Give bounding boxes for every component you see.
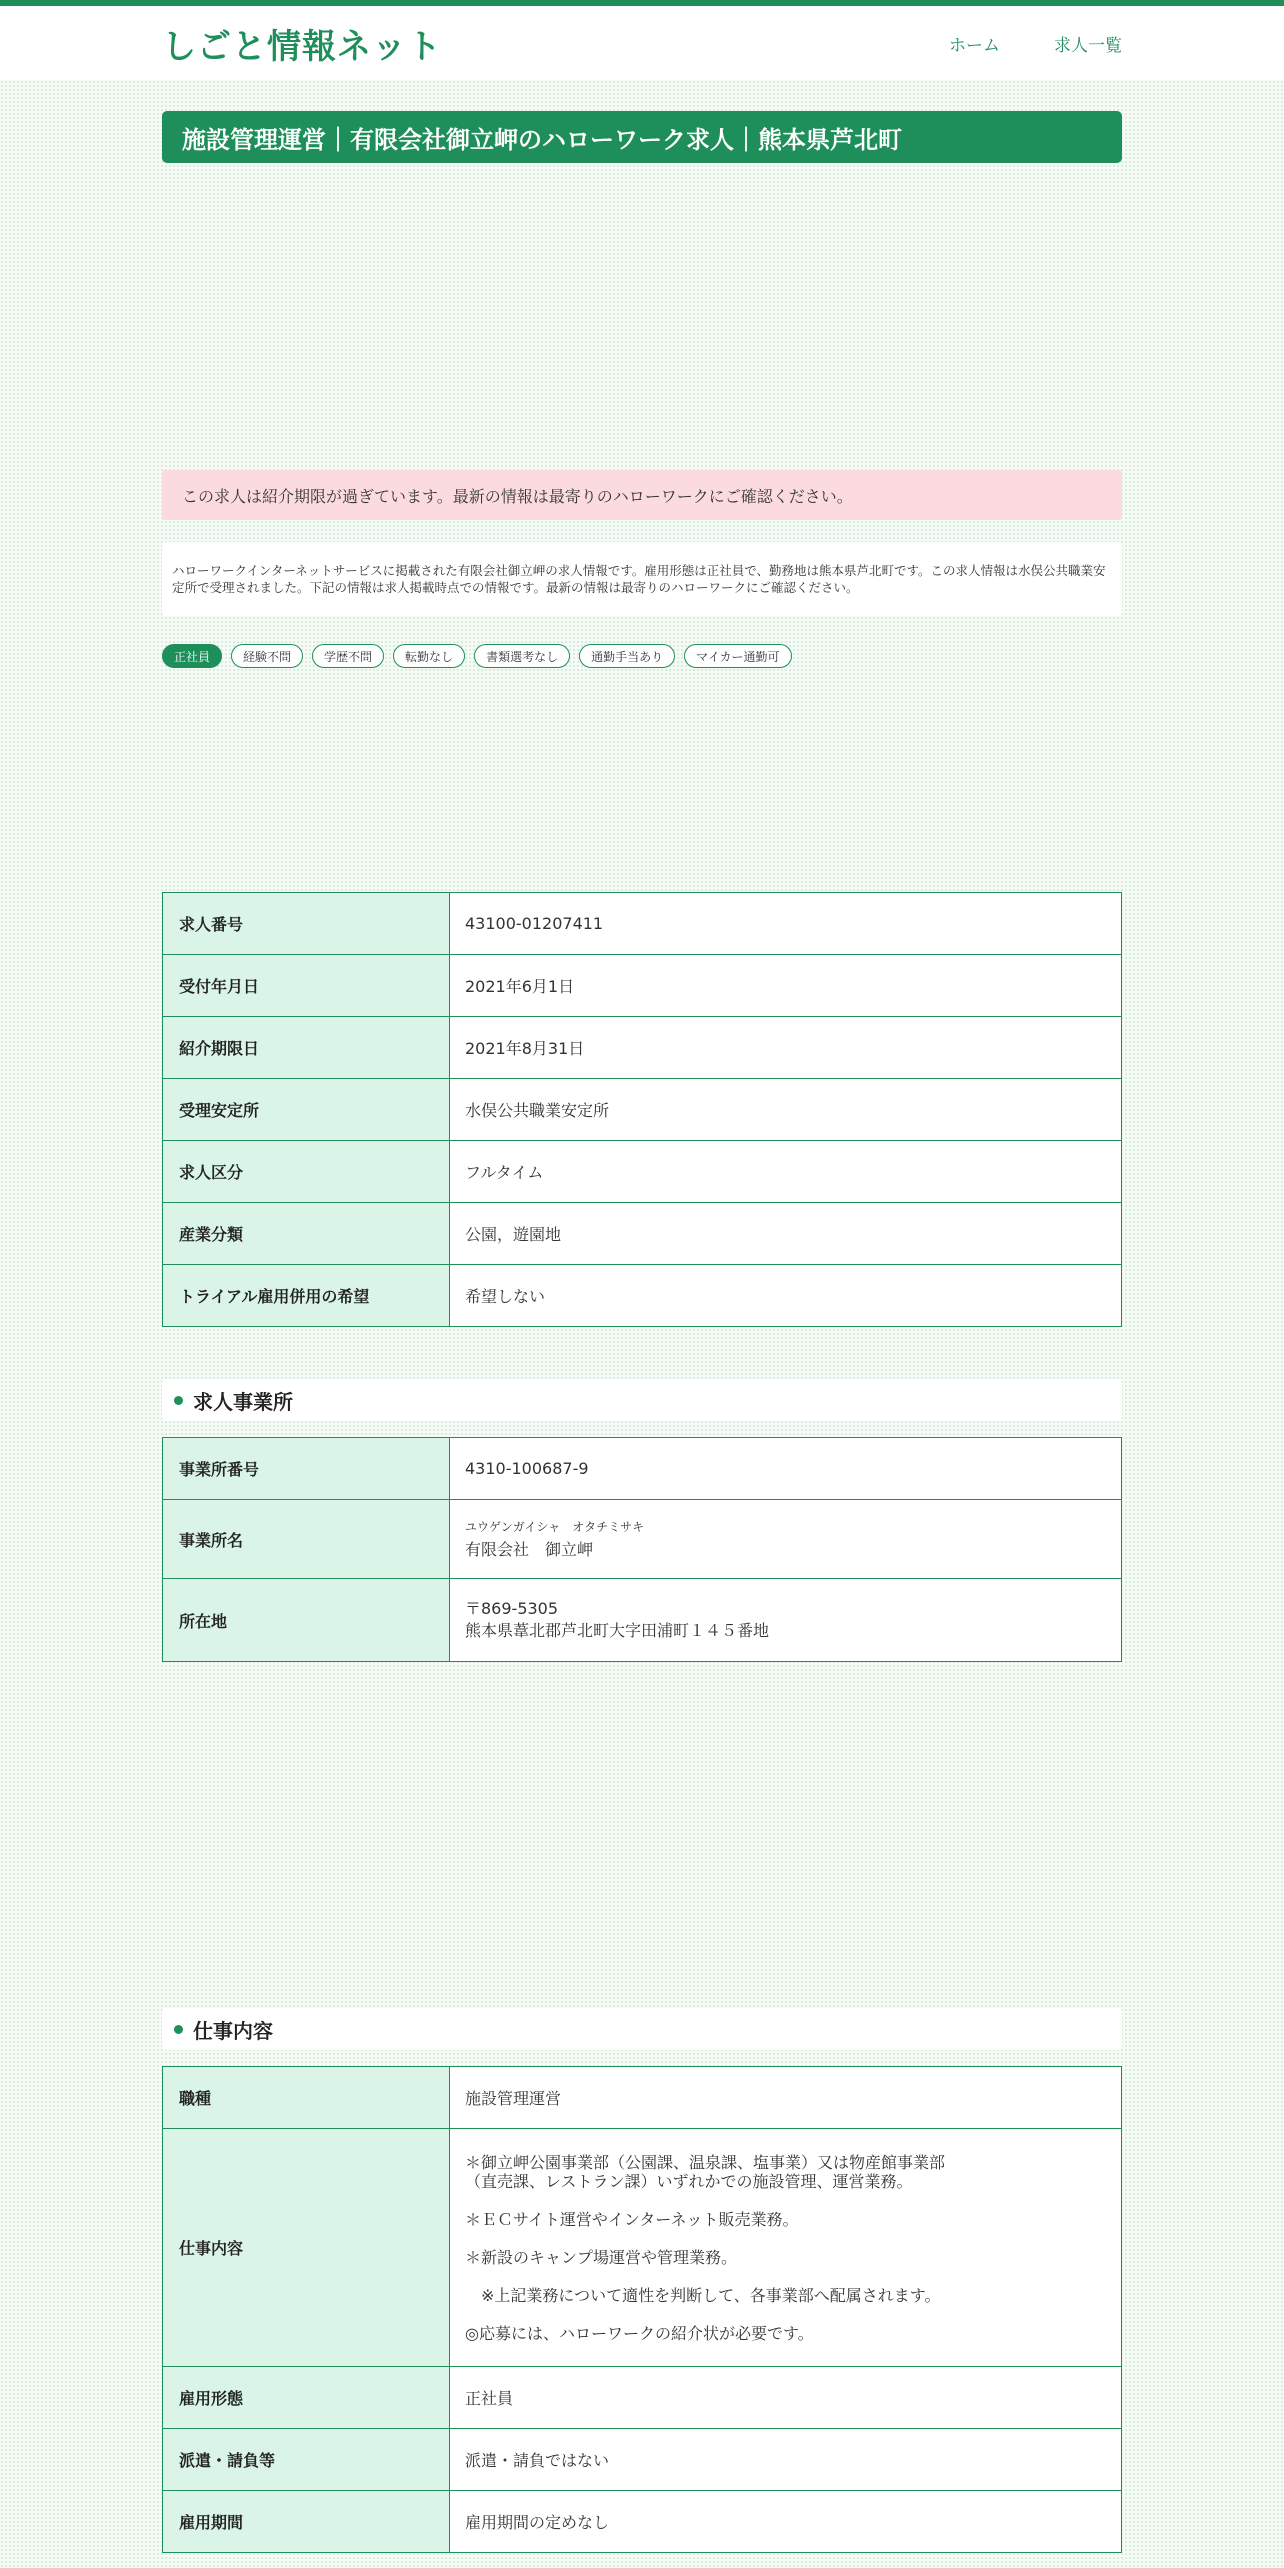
row-label: 派遣・請負等 [163, 2429, 450, 2491]
row-value: 43100-01207411 [450, 893, 1122, 955]
office-name-kana: ユウゲンガイシャ オタチミサキ [465, 1520, 645, 1534]
row-label: 雇用期間 [163, 2491, 450, 2553]
table-row [163, 1500, 1122, 1579]
postal-code: 〒869-5305 [465, 1599, 559, 1618]
employer-table [162, 1437, 1122, 1662]
site-logo[interactable]: しごと情報ネット [162, 26, 442, 67]
row-value: 水俣公共職業安定所 [450, 1079, 1122, 1141]
tag-commute-allowance: 通勤手当あり [579, 644, 675, 668]
page-title: 施設管理運営｜有限会社御立岬のハローワーク求人｜熊本県芦北町 [162, 111, 1122, 163]
tag-no-education: 学歴不問 [312, 644, 384, 668]
table-row [163, 1017, 1122, 1079]
tag-list [162, 644, 1122, 668]
table-row [163, 1203, 1122, 1265]
row-label: 事業所名 [163, 1500, 450, 1579]
tag-full-time: 正社員 [162, 644, 222, 668]
job-content-line: ＊ＥＣサイト運営やインターネット販売業務。 [465, 2209, 799, 2229]
row-label: 受付年月日 [163, 955, 450, 1017]
table-row [163, 955, 1122, 1017]
job-content-line: ＊新設のキャンプ場運営や管理業務。 [465, 2247, 738, 2267]
row-value: 公園，遊園地 [450, 1203, 1122, 1265]
table-row [163, 2491, 1122, 2553]
job-table [162, 2066, 1122, 2553]
row-label: 求人区分 [163, 1141, 450, 1203]
nav-home-link[interactable]: ホーム [949, 35, 1000, 56]
row-label: 所在地 [163, 1579, 450, 1662]
row-value: 希望しない [450, 1265, 1122, 1327]
table-row [163, 2367, 1122, 2429]
row-label: 雇用形態 [163, 2367, 450, 2429]
row-label: 事業所番号 [163, 1438, 450, 1500]
employment-period: 雇用期間の定めなし [450, 2491, 1122, 2553]
address: 熊本県葦北郡芦北町大字田浦町１４５番地 [465, 1621, 770, 1640]
job-content-line: ◎応募には、ハローワークの紹介状が必要です。 [465, 2323, 814, 2343]
row-label: 受理安定所 [163, 1079, 450, 1141]
site-header [0, 6, 1284, 80]
expired-notice: この求人は紹介期限が過ぎています。最新の情報は最寄りのハローワークにご確認ください。 [162, 470, 1122, 520]
basic-info-table [162, 892, 1122, 1327]
table-row [163, 893, 1122, 955]
row-label: 紹介期限日 [163, 1017, 450, 1079]
table-row [163, 2129, 1122, 2367]
office-name-cell [450, 1500, 1122, 1579]
table-row [163, 1265, 1122, 1327]
row-label: 仕事内容 [163, 2129, 450, 2367]
row-label: 職種 [163, 2067, 450, 2129]
table-row [163, 1438, 1122, 1500]
row-label: 産業分類 [163, 1203, 450, 1265]
employer-section-heading [162, 1379, 1122, 1421]
main-nav [949, 31, 1122, 56]
row-value: フルタイム [450, 1141, 1122, 1203]
table-row [163, 1579, 1122, 1662]
job-content-cell [450, 2129, 1122, 2367]
tag-no-experience: 経験不問 [231, 644, 303, 668]
occupation: 施設管理運営 [450, 2067, 1122, 2129]
row-label: 求人番号 [163, 893, 450, 955]
address-cell [450, 1579, 1122, 1662]
row-value: 2021年6月1日 [450, 955, 1122, 1017]
table-row [163, 1141, 1122, 1203]
intro-text: ハローワークインターネットサービスに掲載された有限会社御立岬の求人情報です。雇用形態は正社員で、勤務地は熊本県芦北町です。この求人情報は水俣公共職業安定所で受理されました。下記の情報は求人掲載時点での情報です。最新の情報は最寄りのハローワークにご確認ください。 [162, 542, 1122, 616]
employment-type: 正社員 [450, 2367, 1122, 2429]
job-content-line: （直売課、レストラン課）いずれかでの施設管理、運営業務。 [465, 2171, 913, 2191]
tag-no-transfer: 転勤なし [393, 644, 465, 668]
job-content-line: ※上記業務について適性を判断して、各事業部へ配属されます。 [465, 2285, 941, 2305]
table-row [163, 1079, 1122, 1141]
nav-job-list-link[interactable]: 求人一覧 [1054, 35, 1122, 56]
bullet-icon [174, 2025, 183, 2034]
table-row [163, 2067, 1122, 2129]
office-number: 4310-100687-9 [450, 1438, 1122, 1500]
tag-car-commute: マイカー通勤可 [684, 644, 791, 668]
row-value: 2021年8月31日 [450, 1017, 1122, 1079]
job-content-line: ＊御立岬公園事業部（公園課、温泉課、塩事業）又は物産館事業部 [465, 2152, 946, 2172]
employer-section-title: 求人事業所 [193, 1389, 293, 1414]
job-section-title: 仕事内容 [193, 2018, 273, 2043]
office-name: 有限会社 御立岬 [465, 1540, 594, 1559]
bullet-icon [174, 1396, 183, 1405]
dispatch-status: 派遣・請負ではない [450, 2429, 1122, 2491]
row-label: トライアル雇用併用の希望 [163, 1265, 450, 1327]
table-row [163, 2429, 1122, 2491]
main-content [162, 111, 1122, 2553]
tag-no-document-screening: 書類選考なし [474, 644, 570, 668]
job-section-heading [162, 2008, 1122, 2050]
